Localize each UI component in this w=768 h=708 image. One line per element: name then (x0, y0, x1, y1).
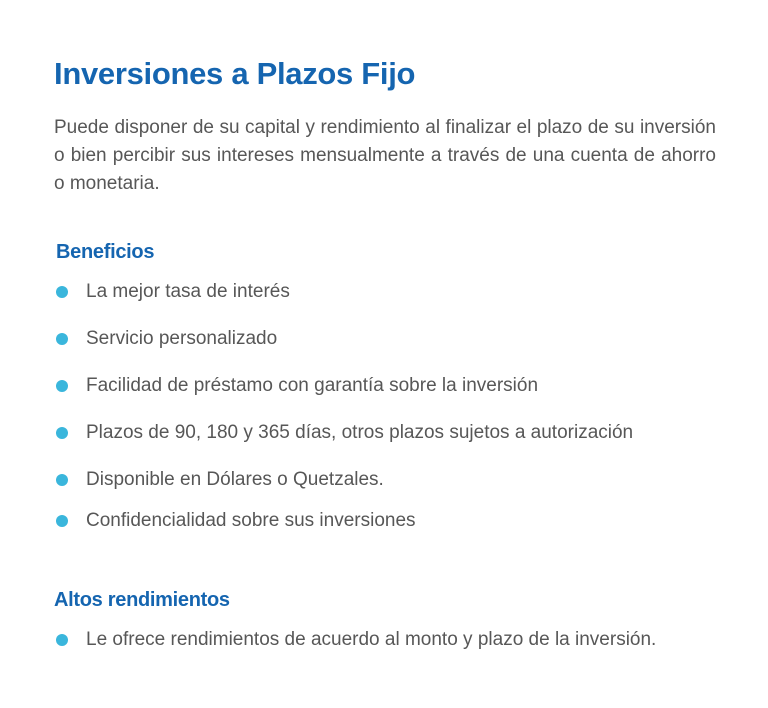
list-item-text: Le ofrece rendimientos de acuerdo al monto y plazo de la inversión. (86, 629, 657, 650)
rendimientos-list (56, 627, 656, 674)
beneficios-list (56, 279, 633, 555)
bullet-dot-icon (56, 333, 68, 345)
intro-paragraph: Puede disponer de su capital y rendimiento al finalizar el plazo de su inversión o bien percibir sus intereses mensualmente a través de una cuenta de ahorro o monetaria. (54, 117, 716, 194)
list-item (56, 373, 633, 399)
bullet-dot-icon (56, 515, 68, 527)
bullet-dot-icon (56, 474, 68, 486)
list-item-text: Plazos de 90, 180 y 365 días, otros plazos sujetos a autorización (86, 422, 634, 443)
altos-rendimientos-heading: Altos rendimientos (54, 589, 230, 611)
list-item (56, 627, 656, 653)
bullet-dot-icon (56, 634, 68, 646)
list-item (56, 279, 633, 305)
list-item (56, 467, 633, 493)
page-title: Inversiones a Plazos Fijo (54, 56, 416, 91)
list-item-text: Facilidad de préstamo con garantía sobre la inversión (86, 375, 539, 396)
beneficios-heading: Beneficios (56, 241, 155, 263)
list-item-text: Disponible en Dólares o Quetzales. (86, 469, 384, 490)
list-item-text: Servicio personalizado (86, 328, 278, 349)
list-item-text: Confidencialidad sobre sus inversiones (86, 510, 416, 531)
list-item-text: La mejor tasa de interés (86, 281, 290, 302)
list-item (56, 508, 633, 534)
bullet-dot-icon (56, 427, 68, 439)
list-item (56, 420, 633, 446)
bullet-dot-icon (56, 286, 68, 298)
bullet-dot-icon (56, 380, 68, 392)
list-item (56, 326, 633, 352)
